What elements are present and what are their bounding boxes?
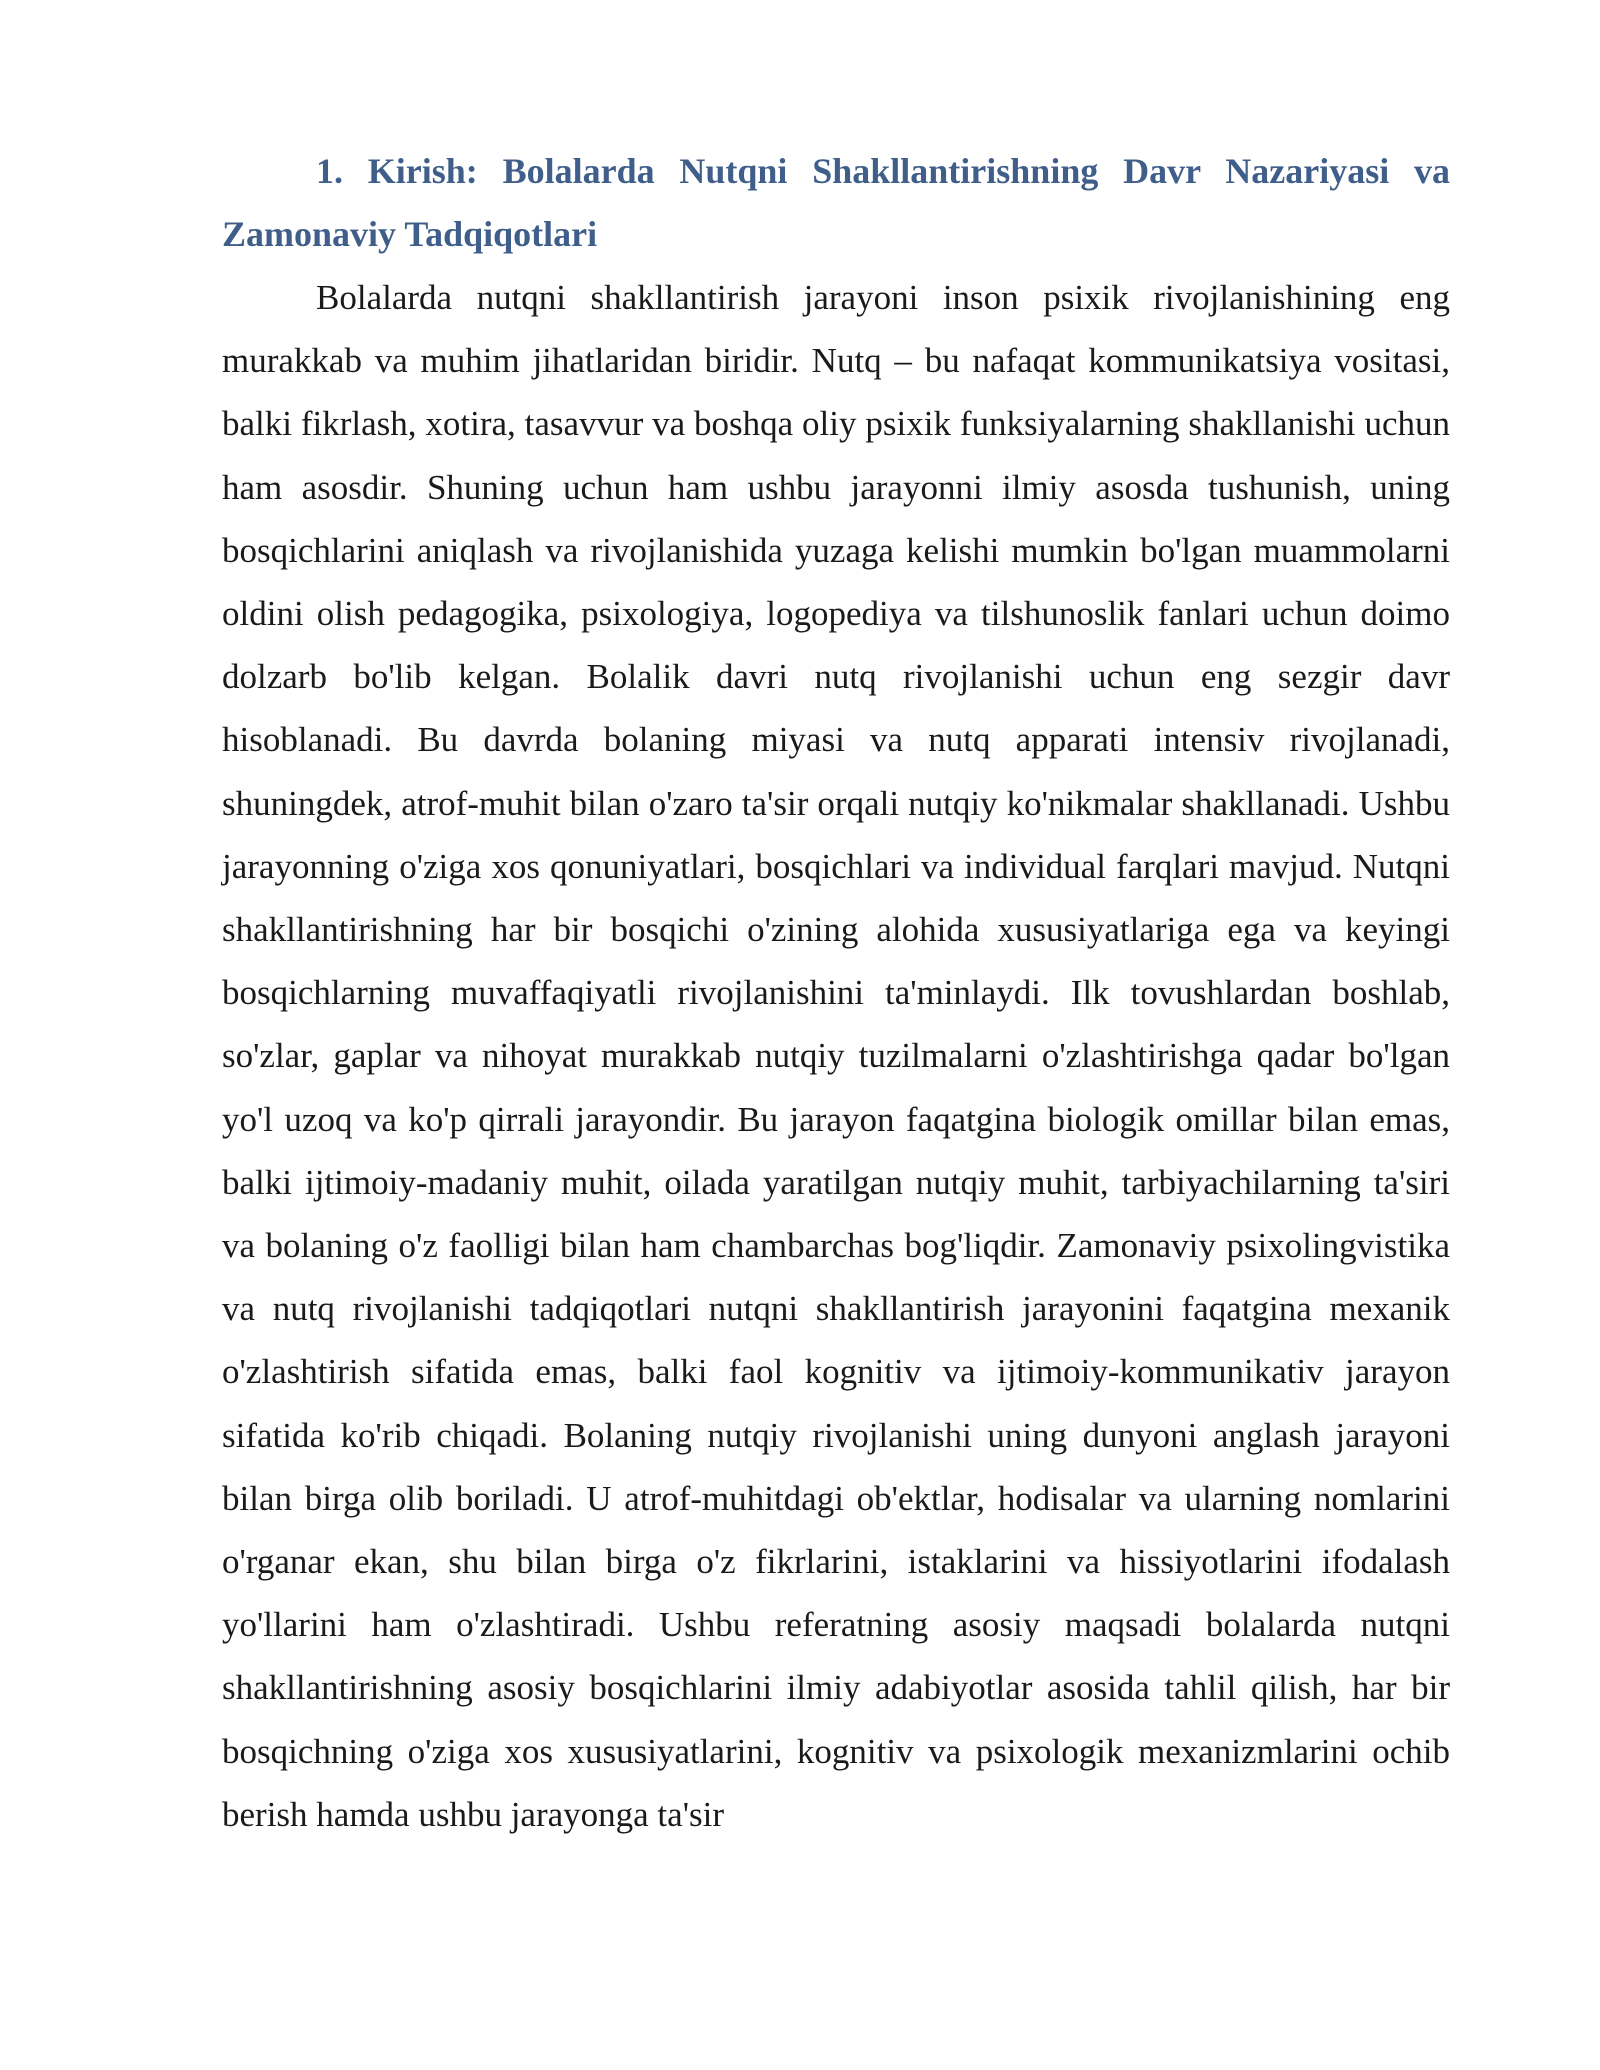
section-heading: 1. Kirish: Bolalarda Nutqni Shakllantirishning Davr Nazariyasi va Zamonaviy Tadqiqotlari: [222, 151, 1450, 254]
body-paragraph: Bolalarda nutqni shakllantirish jarayoni inson psixik rivojlanishining eng murakkab va muhim jihatlaridan biridir. Nutq – bu nafaqat kommunikatsiya vositasi, balki fikrlash, xotira, tasavvur va boshqa oliy psixik funksiyalarning shakllanishi uchun ham asosdir. Shuning uchun ham ushbu jarayonni ilmiy asosda tushunish, uning bosqichlarini aniqlash va rivojlanishida yuzaga kelishi mumkin bo'lgan muammolarni oldini olish pedagogika, psixologiya, logopediya va tilshunoslik fanlari uchun doimo dolzarb bo'lib kelgan. Bolalik davri nutq rivojlanishi uchun eng sezgir davr hisoblanadi. Bu davrda bolaning miyasi va nutq apparati intensiv rivojlanadi, shuningdek, atrof-muhit bilan o'zaro ta'sir orqali nutqiy ko'nikmalar shakllanadi. Ushbu jarayonning o'ziga xos qonuniyatlari, bosqichlari va individual farqlari mavjud. Nutqni shakllantirishning har bir bosqichi o'zining alohida xususiyatlariga ega va keyingi bosqichlarning muvaffaqiyatli rivojlanishini ta'minlaydi. Ilk tovushlardan boshlab, so'zlar, gaplar va nihoyat murakkab nutqiy tuzilmalarni o'zlashtirishga qadar bo'lgan yo'l uzoq va ko'p qirrali jarayondir. Bu jarayon faqatgina biologik omillar bilan emas, balki ijtimoiy-madaniy muhit, oilada yaratilgan nutqiy muhit, tarbiyachilarning ta'siri va bolaning o'z faolligi bilan ham chambarchas bog'liqdir. Zamonaviy psixolingvistika va nutq rivojlanishi tadqiqotlari nutqni shakllantirish jarayonini faqatgina mexanik o'zlashtirish sifatida emas, balki faol kognitiv va ijtimoiy-kommunikativ jarayon sifatida ko'rib chiqadi. Bolaning nutqiy rivojlanishi uning dunyoni anglash jarayoni bilan birga olib boriladi. U atrof-muhitdagi ob'ektlar, hodisalar va ularning nomlarini o'rganar ekan, shu bilan birga o'z fikrlarini, istaklarini va hissiyotlarini ifodalash yo'llarini ham o'zlashtiradi. Ushbu referatning asosiy maqsadi bolalarda nutqni shakllantirishning asosiy bosqichlarini ilmiy adabiyotlar asosida tahlil qilish, har bir bosqichning o'ziga xos xususiyatlarini, kognitiv va psixologik mexanizmlarini ochib berish hamda ushbu jarayonga ta'sir: [222, 278, 1450, 1834]
document-page: [222, 140, 1450, 1846]
